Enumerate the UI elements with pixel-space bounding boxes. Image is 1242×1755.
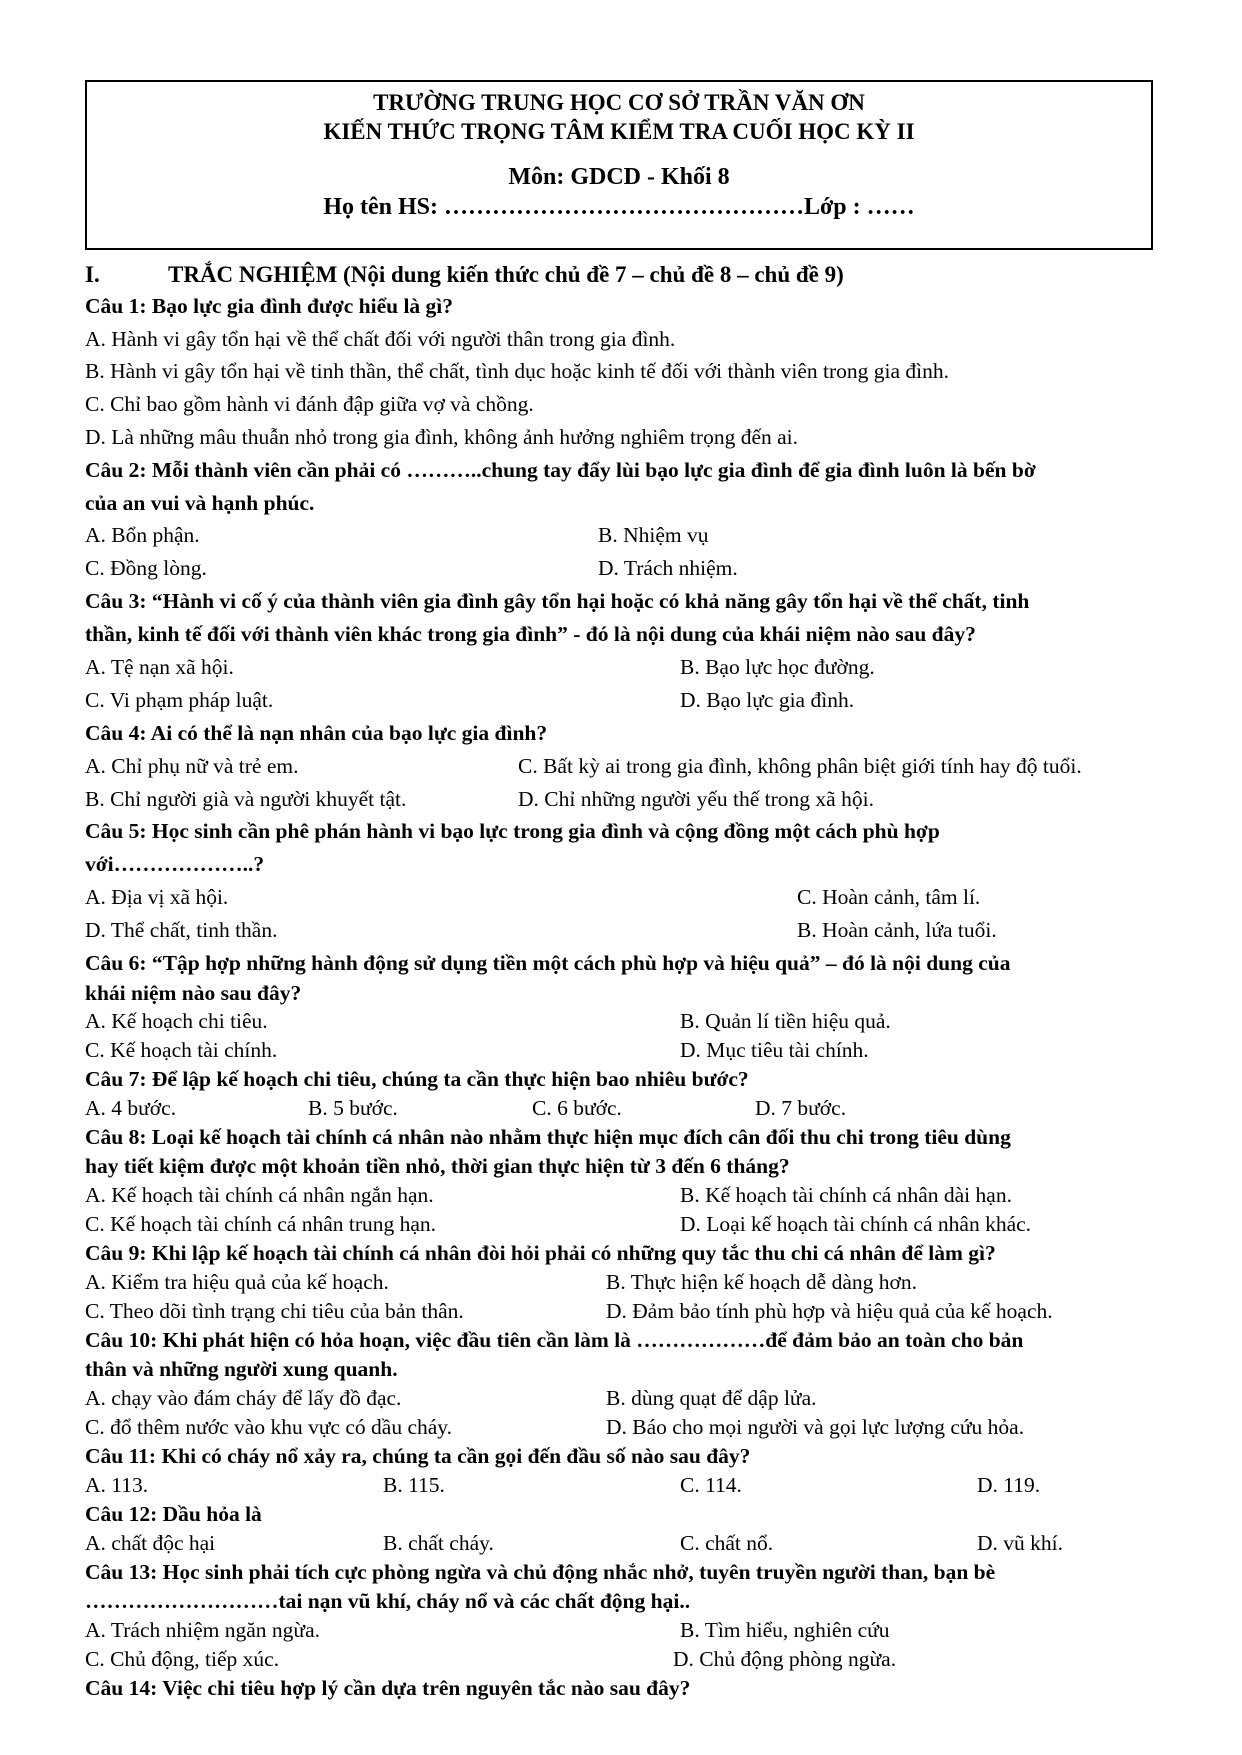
question-1-option-c: C. Chỉ bao gồm hành vi đánh đập giữa vợ và chồng.	[85, 392, 534, 416]
question-4-option-b: B. Chỉ người già và người khuyết tật.	[85, 787, 407, 811]
question-6-stem-cont: khái niệm nào sau đây?	[85, 981, 302, 1005]
question-8-option-b: B. Kế hoạch tài chính cá nhân dài hạn.	[680, 1183, 1012, 1207]
document-subtitle: KIẾN THỨC TRỌNG TÂM KIỂM TRA CUỐI HỌC KỲ II	[323, 119, 915, 144]
question-10-option-b: B. dùng quạt để dập lửa.	[606, 1386, 817, 1410]
question-9-option-b: B. Thực hiện kế hoạch dễ dàng hơn.	[606, 1270, 918, 1294]
question-7-stem: Câu 7: Để lập kế hoạch chi tiêu, chúng ta cần thực hiện bao nhiêu bước?	[85, 1067, 749, 1091]
question-6-option-d: D. Mục tiêu tài chính.	[680, 1038, 869, 1062]
question-14-stem: Câu 14: Việc chi tiêu hợp lý cần dựa trên nguyên tắc nào sau đây?	[85, 1676, 691, 1700]
question-11-option-c: C. 114.	[680, 1473, 742, 1497]
question-3-stem-cont: thần, kinh tế đối với thành viên khác trong gia đình” - đó là nội dung của khái niệm nào sau đây?	[85, 622, 976, 646]
section-title: TRẮC NGHIỆM (Nội dung kiến thức chủ đề 7 – chủ đề 8 – chủ đề 9)	[168, 262, 844, 287]
school-name: TRƯỜNG TRUNG HỌC CƠ SỞ TRẦN VĂN ƠN	[373, 90, 865, 115]
question-9-option-d: D. Đảm bảo tính phù hợp và hiệu quả của kế hoạch.	[606, 1299, 1053, 1323]
question-2-option-c: C. Đồng lòng.	[85, 556, 207, 580]
header-box	[85, 80, 1153, 250]
question-4-option-a: A. Chỉ phụ nữ và trẻ em.	[85, 754, 299, 778]
question-2-stem: Câu 2: Mỗi thành viên cần phải có ………..chung tay đẩy lùi bạo lực gia đình để gia đình luôn là bến bờ	[85, 458, 1036, 482]
question-13-stem: Câu 13: Học sinh phải tích cực phòng ngừa và chủ động nhắc nhở, tuyên truyền người than, bạn bè	[85, 1560, 996, 1584]
question-9-option-a: A. Kiểm tra hiệu quả của kế hoạch.	[85, 1270, 389, 1294]
question-11-option-a: A. 113.	[85, 1473, 149, 1497]
question-4-option-d: D. Chỉ những người yếu thế trong xã hội.	[518, 787, 874, 811]
question-3-option-c: C. Vi phạm pháp luật.	[85, 688, 274, 712]
question-10-stem: Câu 10: Khi phát hiện có hỏa hoạn, việc đầu tiên cần làm là ………………để đảm bảo an toàn cho bản	[85, 1328, 1024, 1352]
subject-line: Môn: GDCD - Khối 8	[508, 164, 730, 190]
question-7-option-d: D. 7 bước.	[755, 1096, 847, 1120]
question-4-option-c: C. Bất kỳ ai trong gia đình, không phân biệt giới tính hay độ tuổi.	[518, 754, 1082, 778]
question-13-option-c: C. Chủ động, tiếp xúc.	[85, 1647, 280, 1671]
question-8-stem: Câu 8: Loại kế hoạch tài chính cá nhân nào nhằm thực hiện mục đích cân đối thu chi trong tiêu dùng	[85, 1125, 1011, 1149]
question-12-stem: Câu 12: Dầu hỏa là	[85, 1502, 262, 1526]
question-10-option-d: D. Báo cho mọi người và gọi lực lượng cứu hỏa.	[606, 1415, 1025, 1439]
question-9-option-c: C. Theo dõi tình trạng chi tiêu của bản thân.	[85, 1299, 464, 1323]
question-13-option-b: B. Tìm hiểu, nghiên cứu	[680, 1618, 890, 1642]
question-5-stem: Câu 5: Học sinh cần phê phán hành vi bạo lực trong gia đình và cộng đồng một cách phù hợp	[85, 819, 940, 843]
question-1-option-b: B. Hành vi gây tổn hại về tinh thần, thể chất, tình dục hoặc kinh tế đối với thành viên trong gia đình.	[85, 359, 950, 383]
question-6-option-c: C. Kế hoạch tài chính.	[85, 1038, 278, 1062]
question-10-stem-cont: thân và những người xung quanh.	[85, 1357, 398, 1381]
question-1-stem: Câu 1: Bạo lực gia đình được hiểu là gì?	[85, 294, 454, 318]
question-5-option-d: D. Thể chất, tinh thần.	[85, 918, 278, 942]
question-2-option-d: D. Trách nhiệm.	[598, 556, 738, 580]
question-3-option-a: A. Tệ nạn xã hội.	[85, 655, 234, 679]
question-3-option-d: D. Bạo lực gia đình.	[680, 688, 855, 712]
question-10-option-c: C. đổ thêm nước vào khu vực có dầu cháy.	[85, 1415, 453, 1439]
question-6-option-a: A. Kế hoạch chi tiêu.	[85, 1009, 268, 1033]
question-5-option-a: A. Địa vị xã hội.	[85, 885, 229, 909]
question-11-option-b: B. 115.	[383, 1473, 445, 1497]
question-8-option-c: C. Kế hoạch tài chính cá nhân trung hạn.	[85, 1212, 437, 1236]
question-6-stem: Câu 6: “Tập hợp những hành động sử dụng tiền một cách phù hợp và hiệu quả” – đó là nội dung của	[85, 951, 1011, 975]
question-10-option-a: A. chạy vào đám cháy để lấy đồ đạc.	[85, 1386, 402, 1410]
question-8-option-a: A. Kế hoạch tài chính cá nhân ngắn hạn.	[85, 1183, 434, 1207]
question-12-option-c: C. chất nổ.	[680, 1531, 774, 1555]
question-13-option-d: D. Chủ động phòng ngừa.	[673, 1647, 897, 1671]
question-12-option-b: B. chất cháy.	[383, 1531, 494, 1555]
question-8-option-d: D. Loại kế hoạch tài chính cá nhân khác.	[680, 1212, 1032, 1236]
question-1-option-a: A. Hành vi gây tổn hại về thể chất đối với người thân trong gia đình.	[85, 327, 676, 351]
question-12-option-d: D. vũ khí.	[977, 1531, 1063, 1555]
question-9-stem: Câu 9: Khi lập kế hoạch tài chính cá nhân đòi hỏi phải có những quy tắc thu chi cá nhân để làm gì?	[85, 1241, 996, 1265]
question-5-option-c: C. Hoàn cảnh, tâm lí.	[797, 885, 981, 909]
question-12-option-a: A. chất độc hại	[85, 1531, 216, 1555]
section-number: I.	[85, 262, 100, 287]
question-7-option-c: C. 6 bước.	[532, 1096, 622, 1120]
question-1-option-d: D. Là những mâu thuẫn nhỏ trong gia đình, không ảnh hưởng nghiêm trọng đến ai.	[85, 425, 799, 449]
question-3-option-b: B. Bạo lực học đường.	[680, 655, 875, 679]
question-5-option-b: B. Hoàn cảnh, lứa tuổi.	[797, 918, 997, 942]
question-2-stem-cont: của an vui và hạnh phúc.	[85, 491, 315, 515]
question-11-stem: Câu 11: Khi có cháy nổ xảy ra, chúng ta cần gọi đến đầu số nào sau đây?	[85, 1444, 751, 1468]
question-13-stem-cont: ………………………tai nạn vũ khí, cháy nổ và các chất động hại..	[85, 1589, 691, 1613]
question-7-option-a: A. 4 bước.	[85, 1096, 177, 1120]
question-8-stem-cont: hay tiết kiệm được một khoản tiền nhỏ, thời gian thực hiện từ 3 đến 6 tháng?	[85, 1154, 790, 1178]
question-3-stem: Câu 3: “Hành vi cố ý của thành viên gia đình gây tổn hại hoặc có khả năng gây tổn hại về thể chất, tinh	[85, 589, 1030, 613]
question-13-option-a: A. Trách nhiệm ngăn ngừa.	[85, 1618, 320, 1642]
student-info-line: Họ tên HS: ………………………………………Lớp : ……	[323, 194, 915, 220]
question-7-option-b: B. 5 bước.	[308, 1096, 398, 1120]
question-2-option-b: B. Nhiệm vụ	[598, 523, 709, 547]
question-2-option-a: A. Bổn phận.	[85, 523, 200, 547]
question-11-option-d: D. 119.	[977, 1473, 1041, 1497]
question-4-stem: Câu 4: Ai có thể là nạn nhân của bạo lực gia đình?	[85, 721, 548, 745]
question-5-stem-cont: với………………..?	[85, 852, 265, 876]
question-6-option-b: B. Quản lí tiền hiệu quả.	[680, 1009, 891, 1033]
